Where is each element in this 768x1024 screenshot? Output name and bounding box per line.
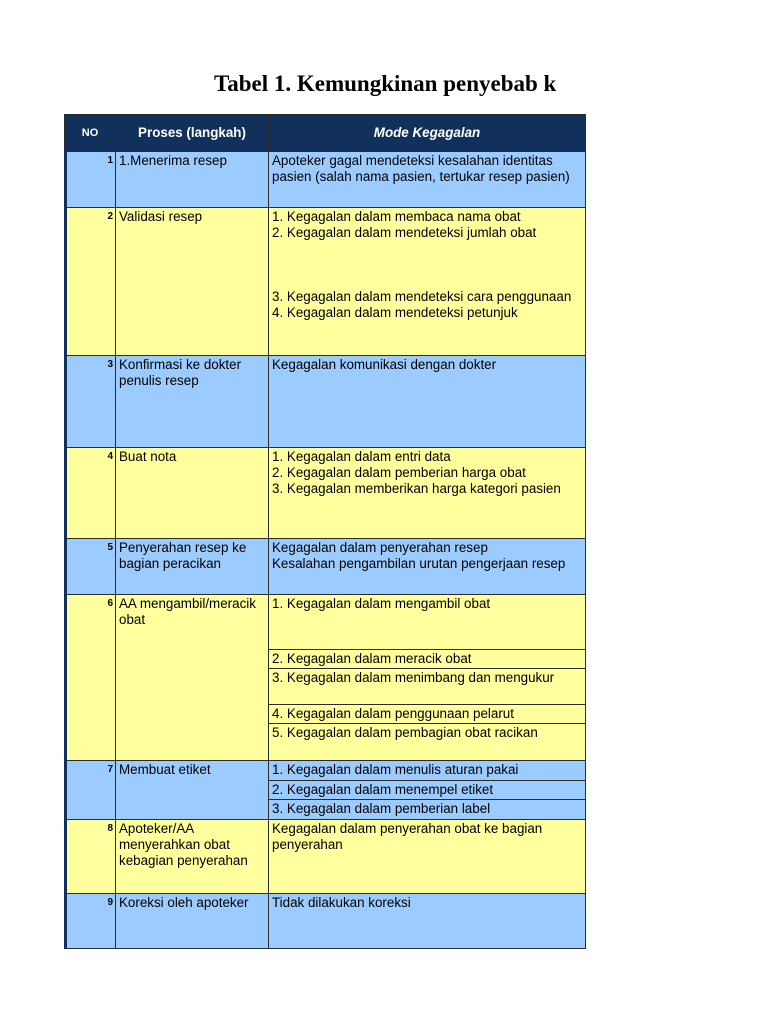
row-4-proses: Buat nota	[115, 447, 269, 539]
row-9-mode: Tidak dilakukan koreksi	[268, 893, 586, 949]
row-7-proses: Membuat etiket	[115, 760, 269, 820]
row-6-proses: AA mengambil/meracik obat	[115, 594, 269, 761]
row-6-mode-5: 5. Kegagalan dalam pembagian obat racikan	[268, 723, 586, 761]
row-3-no: 3	[64, 355, 116, 448]
row-8-no: 8	[64, 819, 116, 894]
row-4-mode-line: 2. Kegagalan dalam pemberian harga obat	[272, 465, 526, 480]
row-4-mode-line: 1. Kegagalan dalam entri data	[272, 449, 451, 464]
header-no: NO	[64, 114, 116, 152]
row-5-proses: Penyerahan resep ke bagian peracikan	[115, 538, 269, 595]
row-1-proses: 1.Menerima resep	[115, 151, 269, 208]
row-4-mode-line: 3. Kegagalan memberikan harga kategori pasien	[272, 481, 561, 496]
failure-mode-table	[64, 114, 586, 949]
row-2-mode-line: 2. Kegagalan dalam mendeteksi jumlah obat	[272, 225, 537, 240]
header-proses: Proses (langkah)	[115, 114, 269, 152]
row-5-mode	[268, 538, 586, 595]
row-1-mode: Apoteker gagal mendeteksi kesalahan identitas pasien (salah nama pasien, tertukar resep pasien)	[268, 151, 586, 208]
header-mode-kegagalan: Mode Kegagalan	[268, 114, 586, 152]
row-9-no: 9	[64, 893, 116, 949]
row-2-mode	[268, 207, 586, 356]
row-1-no: 1	[64, 151, 116, 208]
row-2-mode-line: 1. Kegagalan dalam membaca nama obat	[272, 209, 521, 224]
row-2-proses: Validasi resep	[115, 207, 269, 356]
row-3-proses: Konfirmasi ke dokter penulis resep	[115, 355, 269, 448]
row-6-mode-2: 2. Kegagalan dalam meracik obat	[268, 649, 586, 669]
row-6-no: 6	[64, 594, 116, 761]
row-7-mode-1: 1. Kegagalan dalam menulis aturan pakai	[268, 760, 586, 781]
row-7-no: 7	[64, 760, 116, 820]
row-2-no: 2	[64, 207, 116, 356]
row-2-mode-line: 4. Kegagalan dalam mendeteksi petunjuk	[272, 305, 518, 320]
row-4-no: 4	[64, 447, 116, 539]
row-7-mode-2: 2. Kegagalan dalam menempel etiket	[268, 780, 586, 800]
row-8-proses: Apoteker/AA menyerahkan obat kebagian penyerahan	[115, 819, 269, 894]
row-7-mode-3: 3. Kegagalan dalam pemberian label	[268, 799, 586, 820]
row-6-mode-1: 1. Kegagalan dalam mengambil obat	[268, 594, 586, 650]
row-8-mode: Kegagalan dalam penyerahan obat ke bagian penyerahan	[268, 819, 586, 894]
row-6-mode-3: 3. Kegagalan dalam menimbang dan mengukur	[268, 668, 586, 705]
row-3-mode: Kegagalan komunikasi dengan dokter	[268, 355, 586, 448]
row-9-proses: Koreksi oleh apoteker	[115, 893, 269, 949]
row-6-mode-4: 4. Kegagalan dalam penggunaan pelarut	[268, 704, 586, 724]
row-5-mode-line: Kesalahan pengambilan urutan pengerjaan resep	[272, 556, 566, 571]
row-5-mode-line: Kegagalan dalam penyerahan resep	[272, 540, 488, 555]
row-2-mode-line: 3. Kegagalan dalam mendeteksi cara penggunaan	[272, 289, 572, 304]
page-title: Tabel 1. Kemungkinan penyebab k	[214, 71, 557, 96]
row-5-no: 5	[64, 538, 116, 595]
row-4-mode	[268, 447, 586, 539]
